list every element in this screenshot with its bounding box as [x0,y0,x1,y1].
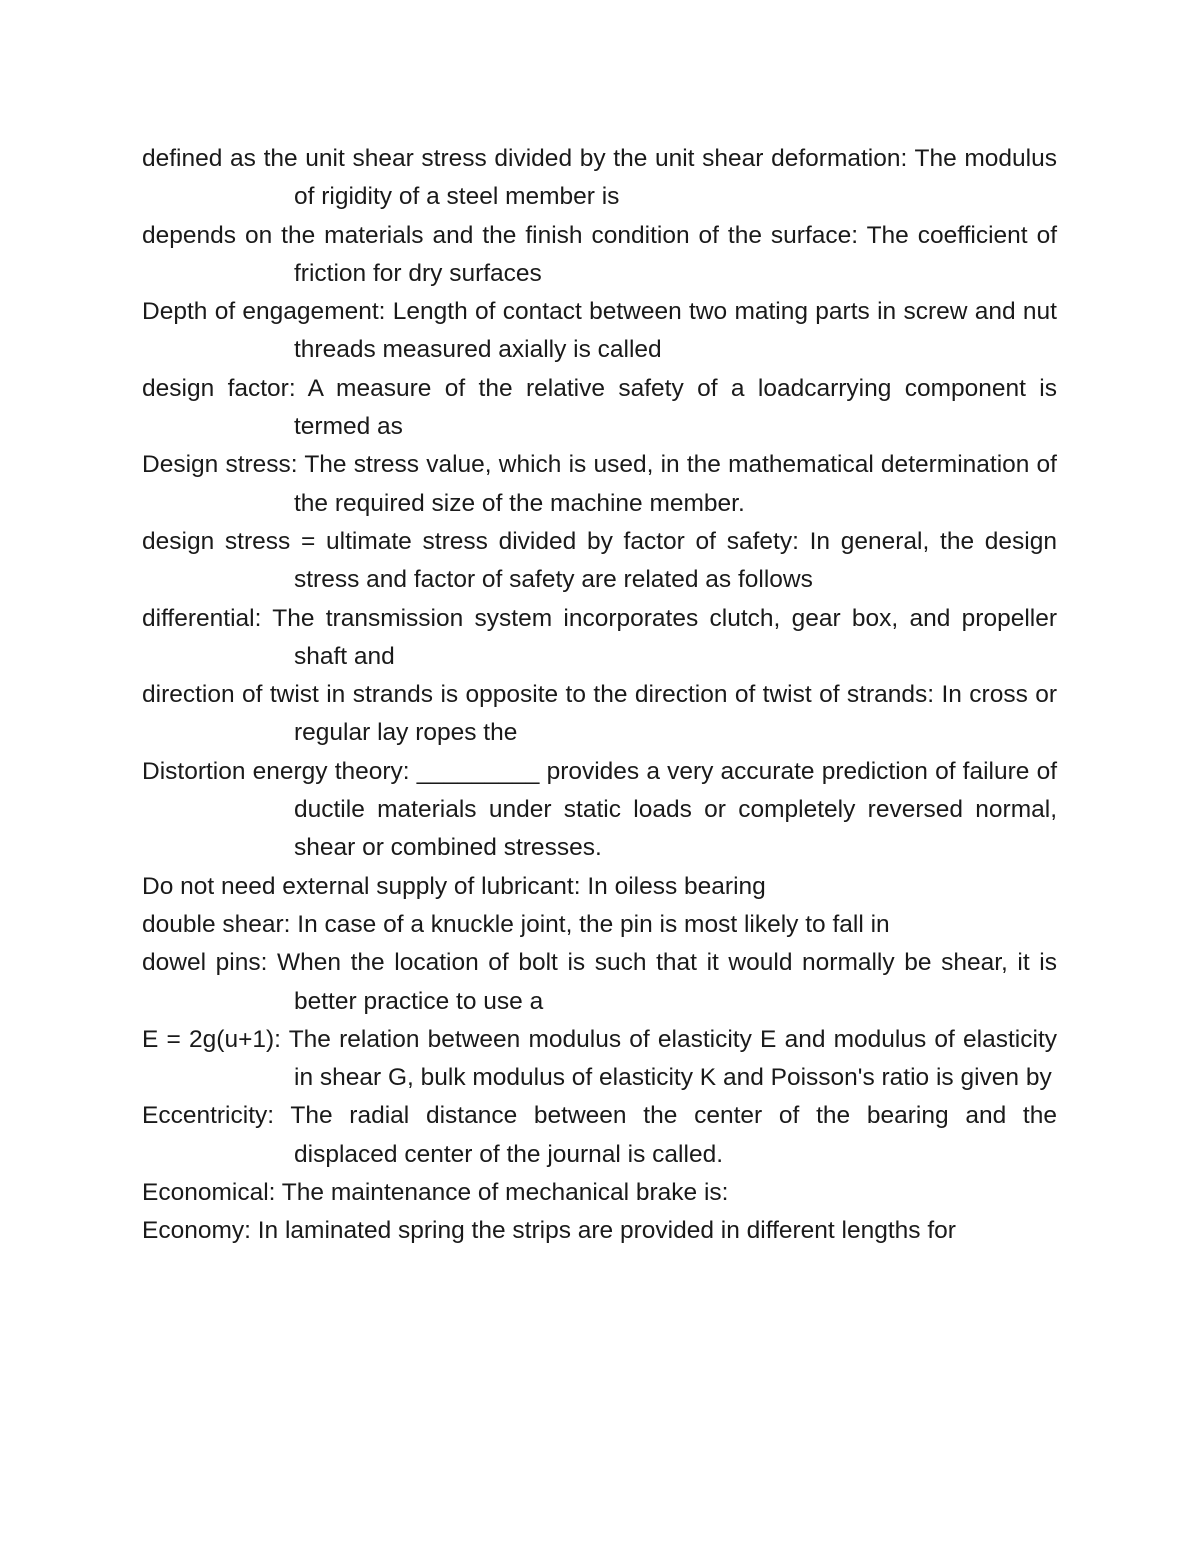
glossary-entry: Distortion energy theory: _________ provides a very accurate prediction of failure of ductile materials under static loads or completely reversed normal, shear or combined stresses. [142,757,1057,862]
glossary-entry: direction of twist in strands is opposite to the direction of twist of strands: In cross or regular lay ropes the [142,681,1057,747]
glossary-entry: defined as the unit shear stress divided by the unit shear deformation: The modulus of rigidity of a steel member is [142,145,1057,211]
glossary-entry: design factor: A measure of the relative safety of a loadcarrying component is termed as [142,374,1057,441]
glossary-entry: Depth of engagement: Length of contact between two mating parts in screw and nut threads measured axially is called [142,298,1057,364]
glossary-text [142,140,1057,1251]
glossary-entry: Do not need external supply of lubricant: In oiless bearing [142,872,766,900]
glossary-entry: Design stress: The stress value, which is used, in the mathematical determination of the required size of the machine member. [142,451,1057,517]
glossary-entry: Economical: The maintenance of mechanical brake is: [142,1179,729,1207]
glossary-entry: double shear: In case of a knuckle joint, the pin is most likely to fall in [142,910,890,938]
glossary-entry: design stress = ultimate stress divided by factor of safety: In general, the design stress and factor of safety are related as follows [142,527,1057,594]
glossary-entry: Economy: In laminated spring the strips are provided in different lengths for [142,1217,956,1245]
glossary-entry: Eccentricity: The radial distance between the center of the bearing and the displaced center of the journal is called. [142,1102,1057,1168]
glossary-entry: depends on the materials and the finish condition of the surface: The coefficient of friction for dry surfaces [142,221,1057,287]
glossary-entry: dowel pins: When the location of bolt is such that it would normally be shear, it is better practice to use a [142,949,1057,1015]
glossary-entry: differential: The transmission system incorporates clutch, gear box, and propeller shaft and [142,604,1057,670]
glossary-entry: E = 2g(u+1): The relation between modulus of elasticity E and modulus of elasticity in shear G, bulk modulus of elasticity K and Poisson's ratio is given by [142,1025,1057,1092]
